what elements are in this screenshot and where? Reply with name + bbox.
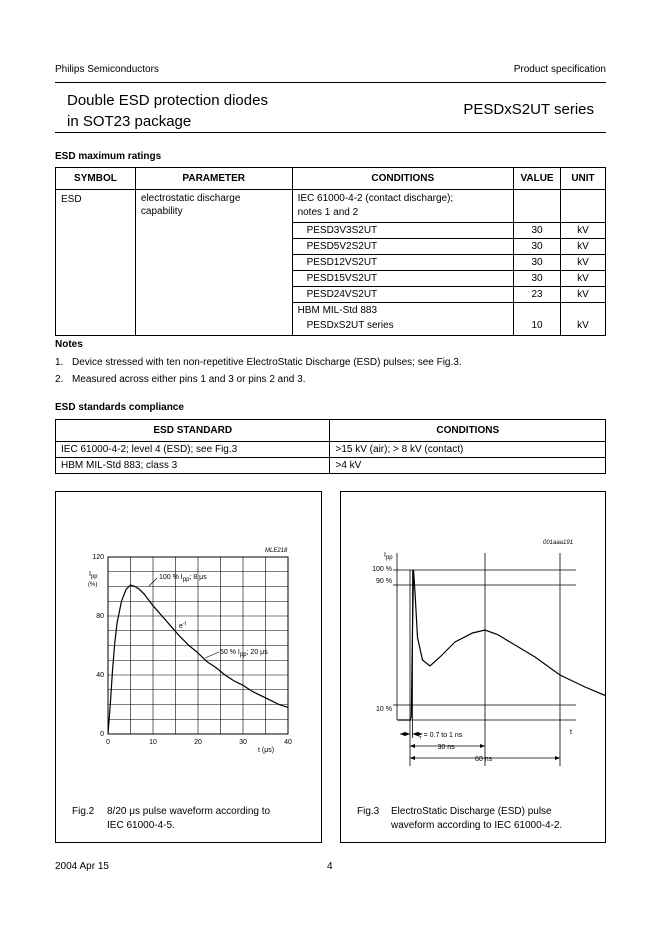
- standard-cell: IEC 61000-4-2; level 4 (ESD); see Fig.3: [56, 442, 330, 458]
- fig3-rise-dim-arrow: [405, 732, 410, 736]
- fig2-chart: [55, 491, 322, 801]
- esd-ratings-heading: ESD maximum ratings: [55, 151, 162, 162]
- page-title: [67, 90, 268, 132]
- unit-cell: [561, 303, 606, 319]
- condition-hbm: HBM MIL-Std 883: [292, 303, 513, 319]
- col-unit: UNIT: [561, 168, 606, 190]
- condition-row: PESDxS2UT series: [292, 318, 513, 336]
- unit-cell: kV: [561, 223, 606, 239]
- fig3-dim60-line-arrow: [410, 756, 415, 760]
- fig2-annot-peak: 100 % Ipp; 8 μs: [159, 574, 207, 583]
- note-number: 2.: [55, 374, 64, 385]
- fig3-rise-dim-arrow: [400, 732, 405, 736]
- fig3-caption-line-1: ElectroStatic Discharge (ESD) pulse: [391, 806, 552, 817]
- fig2-annot-leader: [205, 652, 219, 658]
- col-value: VALUE: [514, 168, 561, 190]
- condition-row: PESD5V2S2UT: [292, 239, 513, 255]
- fig2-annot-half: 50 % Ipp; 20 μs: [220, 649, 268, 658]
- esd-ratings-table: [55, 167, 606, 336]
- conditions-cell: >15 kV (air); > 8 kV (contact): [330, 442, 606, 458]
- condition-row: PESD12VS2UT: [292, 255, 513, 271]
- fig2-xtick: 30: [239, 739, 247, 746]
- fig3-xlabel: t: [570, 729, 572, 736]
- note-1: [55, 357, 462, 368]
- condition-row: PESD24VS2UT: [292, 287, 513, 303]
- value-cell: 30: [514, 223, 561, 239]
- fig2-xtick: 20: [194, 739, 202, 746]
- fig2-caption-line-1: 8/20 μs pulse waveform according to: [107, 806, 271, 817]
- note-2: [55, 374, 306, 385]
- fig2-ytick: 40: [96, 672, 104, 679]
- fig2-ytick: 120: [92, 554, 104, 561]
- fig3-dim60-line-arrow: [555, 756, 560, 760]
- col-esd-standard: ESD STANDARD: [56, 420, 330, 442]
- value-cell: 30: [514, 271, 561, 287]
- page-number: 4: [327, 861, 333, 872]
- note-text: Device stressed with ten non-repetitive ElectroStatic Discharge (ESD) pulses; see Fig.3.: [72, 357, 462, 368]
- fig3-caption: [391, 805, 562, 833]
- value-cell: [514, 303, 561, 319]
- header-rule-bottom: [55, 132, 606, 133]
- fig3-caption-num: Fig.3: [357, 806, 380, 817]
- condition-iec-line-2: notes 1 and 2: [297, 207, 359, 218]
- fig3-dim-30: 30 ns: [437, 744, 455, 751]
- fig3-chart: [340, 491, 606, 801]
- fig2-caption-num: Fig.2: [72, 806, 95, 817]
- fig3-ylevel-90: 90 %: [376, 578, 392, 585]
- series-name: PESDxS2UT series: [463, 101, 594, 118]
- unit-cell: kV: [561, 287, 606, 303]
- fig3-rise-time: $t_r = 0.7$ to 1 ns: [418, 732, 463, 741]
- value-cell: 30: [514, 255, 561, 271]
- symbol-cell: ESD: [56, 190, 136, 336]
- condition-row: PESD3V3S2UT: [292, 223, 513, 239]
- standard-cell: HBM MIL-Std 883; class 3: [56, 458, 330, 474]
- fig2-ytick: 0: [100, 731, 104, 738]
- fig2-grid: [108, 557, 288, 734]
- unit-cell: kV: [561, 271, 606, 287]
- fig3-code: 001aaa191: [543, 540, 574, 546]
- value-cell: 23: [514, 287, 561, 303]
- fig2-caption-line-2: IEC 61000-4-5.: [107, 820, 175, 831]
- parameter-line-2: capability: [140, 206, 183, 217]
- unit-cell: [561, 190, 606, 223]
- fig2-caption: [107, 805, 270, 833]
- fig3-ylabel: Ipp: [384, 552, 393, 561]
- fig3-ylevel-10: 10 %: [376, 706, 392, 713]
- fig2-xtick: 40: [284, 739, 292, 746]
- condition-row: PESD15VS2UT: [292, 271, 513, 287]
- note-text: Measured across either pins 1 and 3 or pins 2 and 3.: [72, 374, 306, 385]
- title-line-2: in SOT23 package: [67, 113, 192, 130]
- footer-date: 2004 Apr 15: [55, 861, 109, 872]
- notes-heading: Notes: [55, 339, 83, 350]
- fig3-caption-line-2: waveform according to IEC 61000-4-2.: [391, 820, 563, 831]
- col-conditions: CONDITIONS: [292, 168, 513, 190]
- parameter-line-1: electrostatic discharge: [140, 193, 241, 204]
- fig3-ylevel-100: 100 %: [372, 566, 392, 573]
- unit-cell: kV: [561, 318, 606, 336]
- fig3-dim-60: 60 ns: [475, 756, 493, 763]
- fig2-ylabel: Ipp: [89, 571, 98, 580]
- note-number: 1.: [55, 357, 64, 368]
- fig2-xtick: 0: [106, 739, 110, 746]
- fig2-xtick: 10: [149, 739, 157, 746]
- compliance-table: [55, 419, 606, 474]
- fig3-dim30-line-arrow: [410, 744, 415, 748]
- col-parameter: PARAMETER: [135, 168, 292, 190]
- fig2-code: MLE218: [265, 548, 288, 554]
- value-cell: 10: [514, 318, 561, 336]
- title-line-1: Double ESD protection diodes: [67, 92, 268, 109]
- fig3-rise-dim-arrow: [413, 732, 418, 736]
- fig2-ytick: 80: [96, 613, 104, 620]
- col-conditions: CONDITIONS: [330, 420, 606, 442]
- unit-cell: kV: [561, 239, 606, 255]
- value-cell: [514, 190, 561, 223]
- unit-cell: kV: [561, 255, 606, 271]
- compliance-heading: ESD standards compliance: [55, 402, 184, 413]
- conditions-cell: >4 kV: [330, 458, 606, 474]
- header-rule-top: [55, 82, 606, 83]
- fig3-dim30-line-arrow: [480, 744, 485, 748]
- fig2-annot-exp: $e^{-t}$: [179, 621, 186, 630]
- doc-type: Product specification: [513, 64, 606, 75]
- condition-iec: [292, 190, 513, 223]
- fig3-series-line: [398, 570, 606, 720]
- parameter-cell: [135, 190, 292, 336]
- col-symbol: SYMBOL: [56, 168, 136, 190]
- company-name: Philips Semiconductors: [55, 64, 159, 75]
- fig2-ylabel-unit: (%): [88, 582, 98, 588]
- value-cell: 30: [514, 239, 561, 255]
- condition-iec-line-1: IEC 61000-4-2 (contact discharge);: [297, 193, 454, 204]
- fig2-xticks: [106, 739, 292, 746]
- fig2-xlabel: t (μs): [258, 747, 275, 754]
